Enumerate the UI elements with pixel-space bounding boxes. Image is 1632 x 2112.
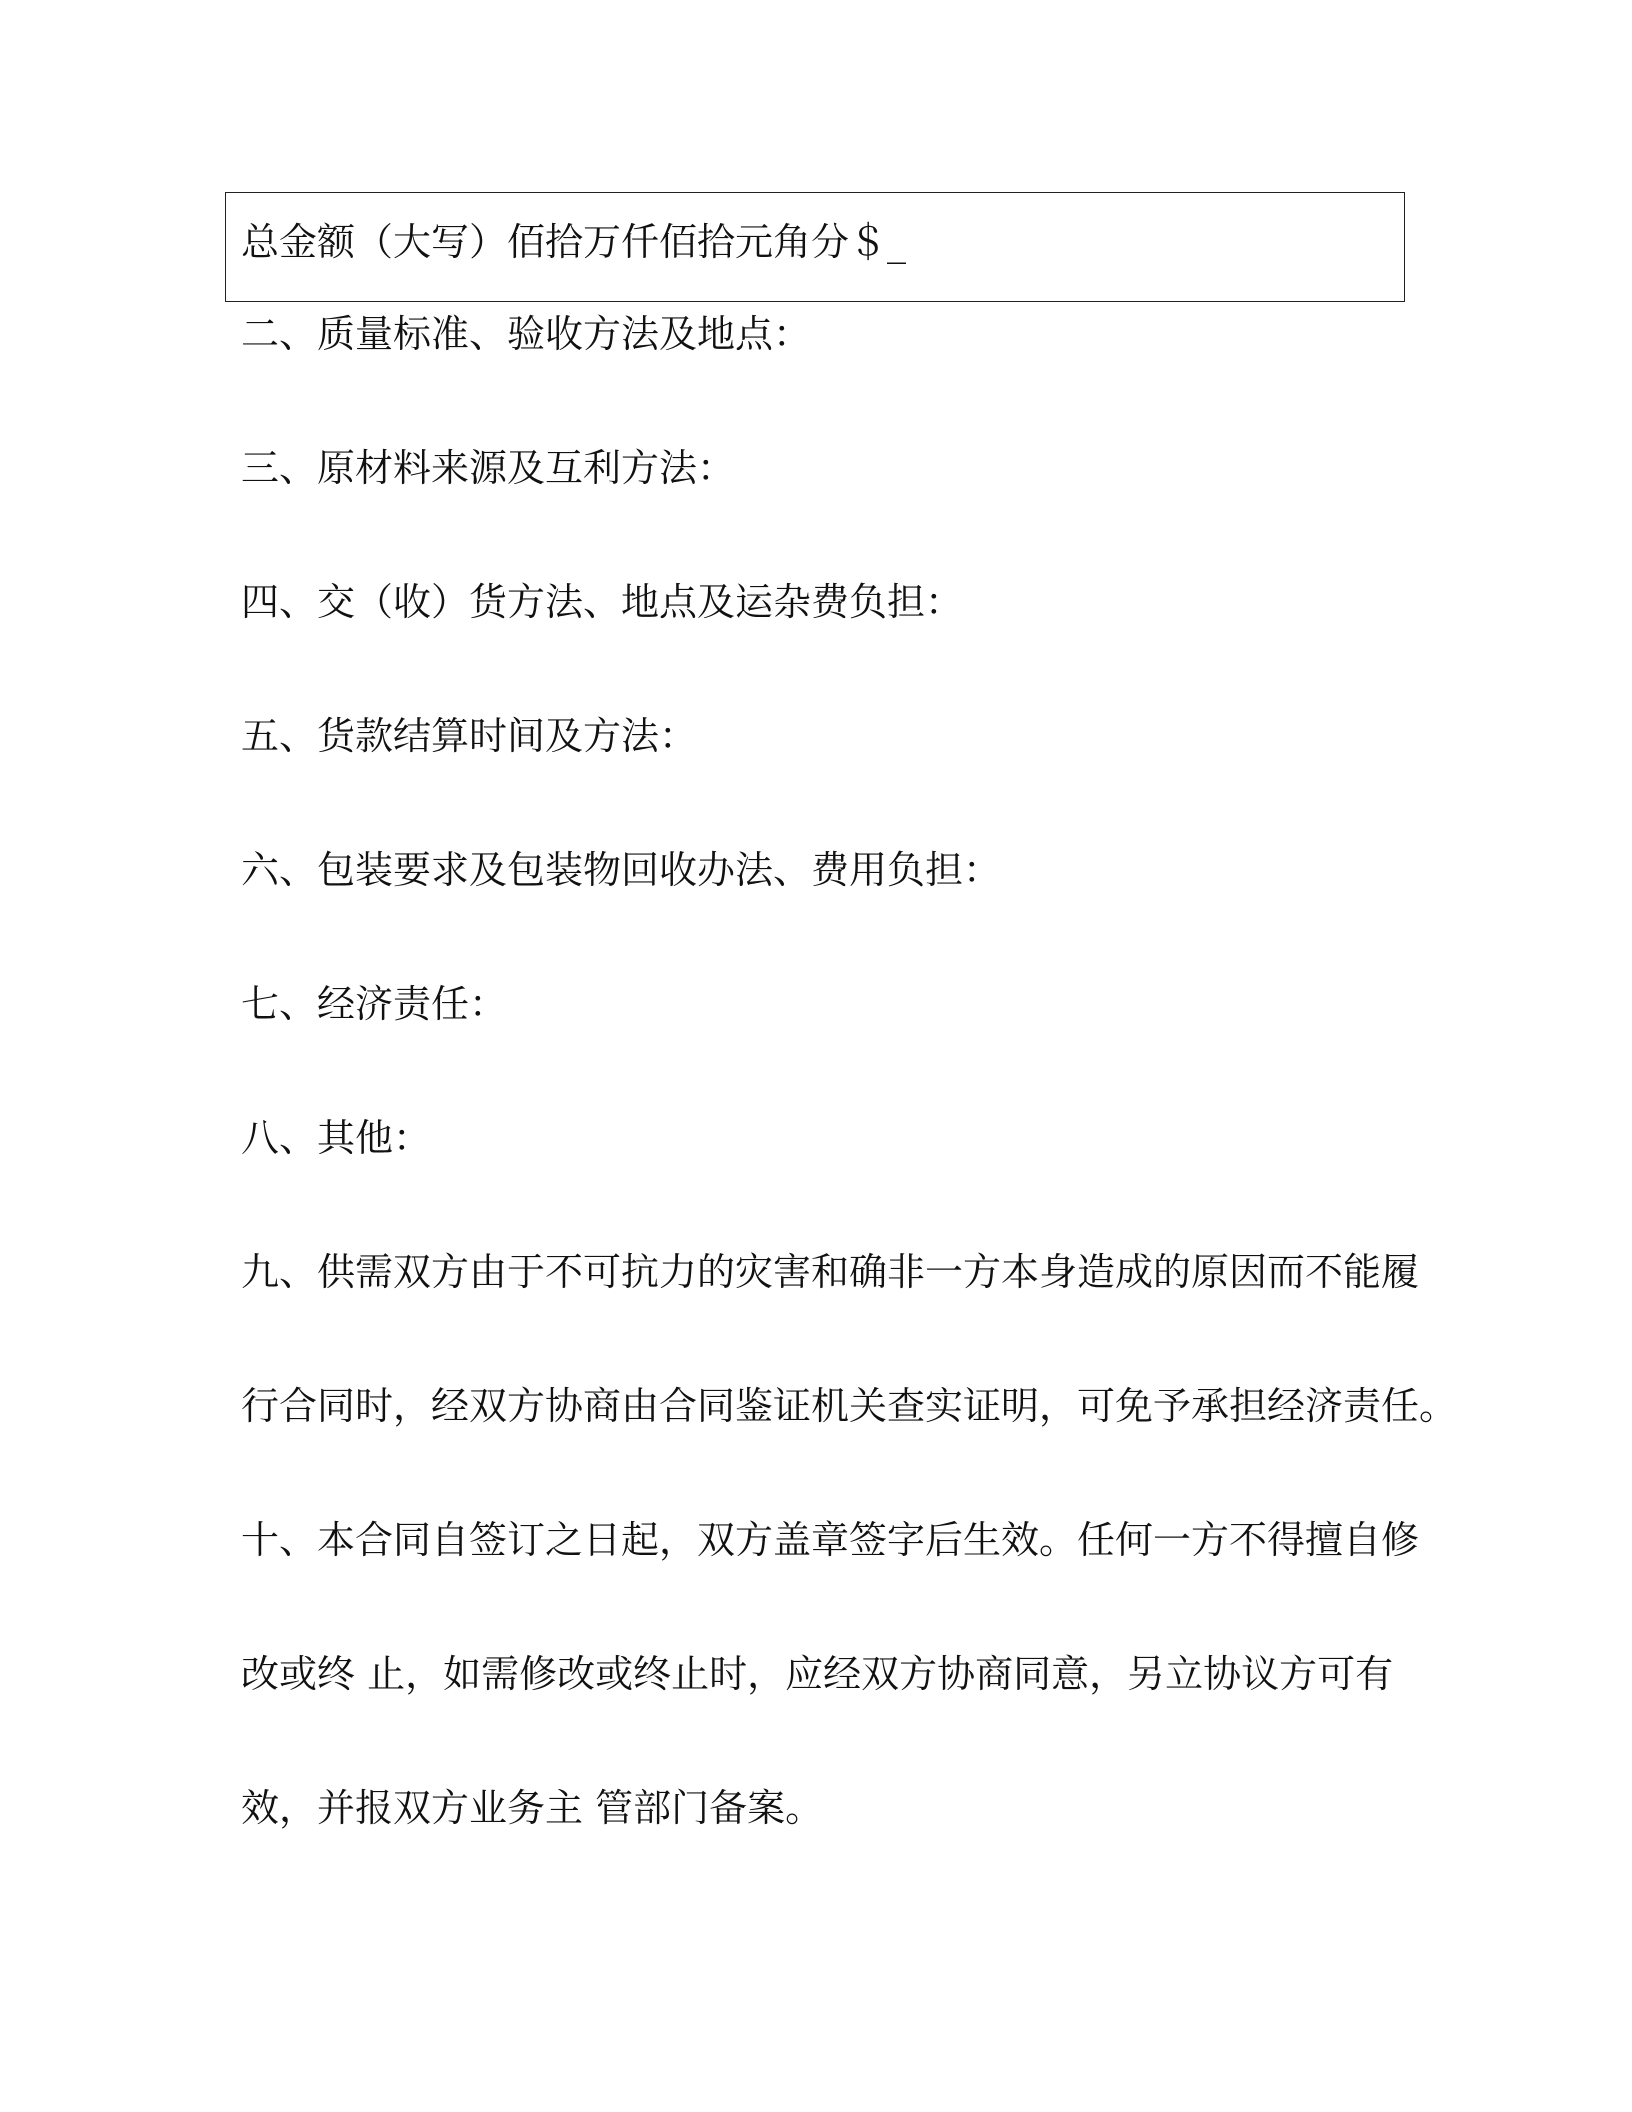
- clause-10-effectiveness-line-1: 十、本合同自签订之日起，双方盖章签字后生效。任何一方不得擅自修: [241, 1518, 1420, 1562]
- clause-10-effectiveness-line-2: 改或终 止，如需修改或终止时，应经双方协商同意，另立协议方可有: [241, 1652, 1394, 1696]
- clause-10-effectiveness-line-3: 效，并报双方业务主 管部门备案。: [241, 1786, 824, 1830]
- clause-7-economic-liability: 七、经济责任：: [241, 982, 508, 1026]
- clause-4-delivery-method: 四、交（收）货方法、地点及运杂费负担：: [241, 580, 964, 624]
- total-amount-box: [225, 192, 1405, 302]
- clause-2-quality-standards: 二、质量标准、验收方法及地点：: [241, 312, 812, 356]
- clause-3-raw-materials: 三、原材料来源及互利方法：: [241, 446, 736, 490]
- total-amount-text: 总金额（大写）佰拾万仟佰拾元角分＄_: [241, 220, 907, 264]
- clause-6-packaging: 六、包装要求及包装物回收办法、费用负担：: [241, 848, 1002, 892]
- clause-8-other: 八、其他：: [241, 1116, 432, 1160]
- clause-5-payment-settlement: 五、货款结算时间及方法：: [241, 714, 698, 758]
- clause-9-force-majeure-line-2: 行合同时，经双方协商由合同鉴证机关查实证明，可免予承担经济责任。: [241, 1384, 1458, 1428]
- clause-9-force-majeure-line-1: 九、供需双方由于不可抗力的灾害和确非一方本身造成的原因而不能履: [241, 1250, 1420, 1294]
